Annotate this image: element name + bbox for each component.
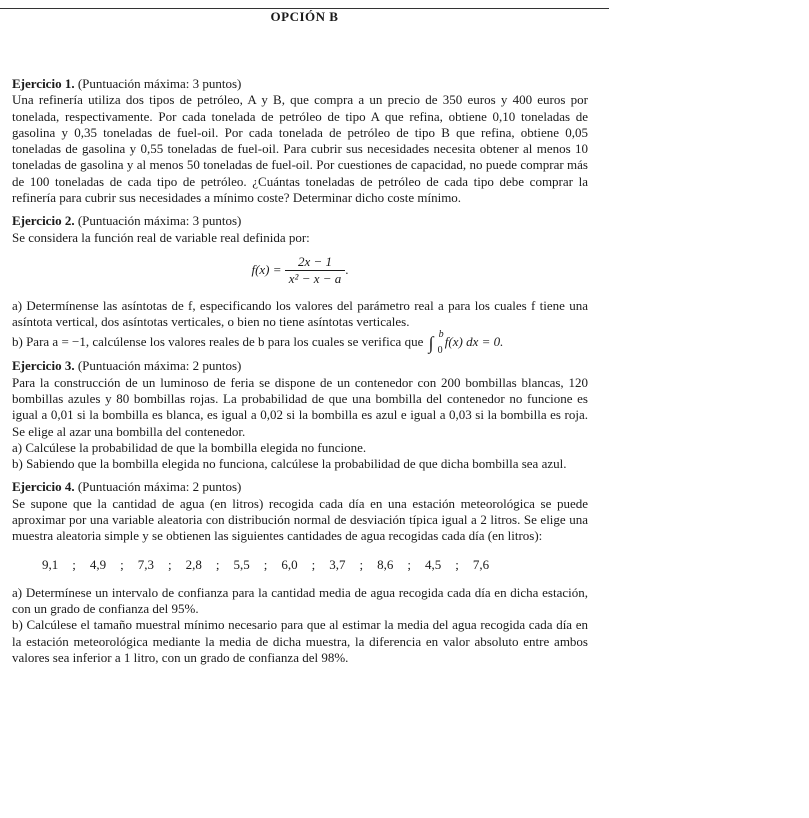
formula-numerator: 2x − 1 bbox=[285, 254, 345, 271]
sample-separator: ; bbox=[455, 556, 459, 572]
exercise-3-part-a: a) Calcúlese la probabilidad de que la bombilla elegida no funcione. bbox=[12, 439, 367, 455]
sample-value: 4,9 bbox=[89, 556, 107, 572]
sample-separator: ; bbox=[72, 556, 76, 572]
exercise-2-part-b bbox=[12, 329, 588, 357]
sample-separator: ; bbox=[168, 556, 172, 572]
sample-separator: ; bbox=[120, 556, 124, 572]
sample-value: 8,6 bbox=[377, 556, 394, 572]
function-formula bbox=[12, 254, 588, 288]
formula-fraction bbox=[285, 254, 345, 288]
exercise-2-title: Ejercicio 2. (Puntuación máxima: 3 puntos) bbox=[12, 213, 242, 229]
integral-sign: ∫ b 0 bbox=[429, 335, 434, 351]
sample-separator: ; bbox=[311, 556, 316, 572]
sample-value: 6,0 bbox=[281, 556, 298, 572]
exercise-4 bbox=[12, 479, 588, 666]
exercise-4-title: Ejercicio 4. (Puntuación máxima: 2 puntos) bbox=[12, 479, 242, 495]
sample-separator: ; bbox=[263, 556, 268, 572]
exercise-1 bbox=[12, 76, 588, 206]
exam-content bbox=[12, 76, 588, 666]
exercise-3-body: Para la construcción de un luminoso de feria se dispone de un contenedor con 200 bombillas blancas, 120 bombillas azules y 80 bombillas rojas. La probabilidad de que una bombilla del contenedor no funcione es igual a 0,01 si la bombilla es blanca, es igual a 0,02 si la bombilla es azul e igual a 0,03 si la bombilla es roja. Se elige al azar una bombilla del contenedor. bbox=[12, 374, 588, 439]
exercise-1-title: Ejercicio 1. (Puntuación máxima: 3 puntos) bbox=[12, 76, 242, 91]
sample-value: 7,6 bbox=[472, 556, 490, 572]
sample-value: 2,8 bbox=[185, 556, 202, 572]
sample-separator: ; bbox=[359, 556, 364, 572]
exercise-2-intro: Se considera la función real de variable real definida por: bbox=[12, 229, 310, 245]
exercise-1-body: Una refinería utiliza dos tipos de petróleo, A y B, que compra a un precio de 350 euros y 400 euros por tonelada, respectivamente. Por cada tonelada de petróleo de tipo A que refina, obtiene 0,10 toneladas de gasolina y 0,35 toneladas de fuel-oil. Por cada tonelada de petróleo de tipo B que refina, obtiene 0,05 toneladas de gasolina y 0,55 toneladas de fuel-oil. Para cubrir sus necesidades necesita obtener al menos 10 toneladas de gasolina y al menos 50 toneladas de fuel-oil. Por cuestiones de capacidad, no puede comprar más de 100 toneladas de cada tipo de petróleo. ¿Cuántas toneladas de petróleo de cada tipo debe comprar la refinería para cubrir sus necesidades a mínimo coste? Determinar dicho coste mínimo. bbox=[12, 92, 588, 206]
sample-value: 3,7 bbox=[329, 556, 346, 572]
formula-denominator: x² − x − a bbox=[288, 271, 342, 287]
exercise-4-body: Se supone que la cantidad de agua (en litros) recogida cada día en una estación meteorológica se puede aproximar por una variable aleatoria con distribución normal de desviación típica igual a 2 litros. Se elige una muestra aleatoria simple y se obtienen las siguientes cantidades de agua recogidas cada día (en litros): bbox=[12, 495, 588, 544]
sample-value: 9,1 bbox=[42, 556, 59, 572]
part-b-text: b) Para a = −1, calcúlense los valores reales de b para los cuales se verifica que bbox=[12, 334, 424, 350]
exercise-2-part-a: a) Determínense las asíntotas de f, especificando los valores del parámetro real a para los cuales f tiene una asíntota vertical, dos asíntotas verticales, o bien no tiene asíntotas verticales. bbox=[12, 297, 588, 329]
sample-data-row bbox=[42, 557, 588, 573]
sample-separator: ; bbox=[407, 556, 411, 572]
sample-value: 5,5 bbox=[233, 556, 250, 572]
exercise-2 bbox=[12, 213, 588, 357]
formula-lhs: f(x) = bbox=[251, 261, 282, 277]
integral-expression: f(x) dx = 0. bbox=[444, 334, 504, 350]
exercise-4-part-b: b) Calcúlese el tamaño muestral mínimo necesario para que al estimar la media del agua recogida cada día en la estación meteorológica mediante la media de dicha muestra, la diferencia en valor absoluto entre ambos valores sea inferior a 1 litro, con un grado de confianza del 98%. bbox=[12, 617, 588, 666]
exercise-4-part-a: a) Determínese un intervalo de confianza para la cantidad media de agua recogida cada día en dicha estación, con un grado de confianza del 95%. bbox=[12, 584, 588, 617]
sample-separator: ; bbox=[215, 556, 220, 572]
exercise-3-part-b: b) Sabiendo que la bombilla elegida no funciona, calcúlese la probabilidad de que dicha bombilla sea azul. bbox=[12, 456, 567, 472]
formula-end: . bbox=[345, 261, 349, 277]
exercise-3-title: Ejercicio 3. (Puntuación máxima: 2 puntos) bbox=[12, 358, 242, 374]
integral-upper-limit: b bbox=[438, 329, 444, 341]
page-title: OPCIÓN B bbox=[270, 9, 339, 24]
sample-value: 7,3 bbox=[137, 556, 154, 572]
integral-lower-limit: 0 bbox=[437, 345, 443, 357]
exercise-3 bbox=[12, 358, 588, 472]
sample-value: 4,5 bbox=[425, 556, 442, 572]
